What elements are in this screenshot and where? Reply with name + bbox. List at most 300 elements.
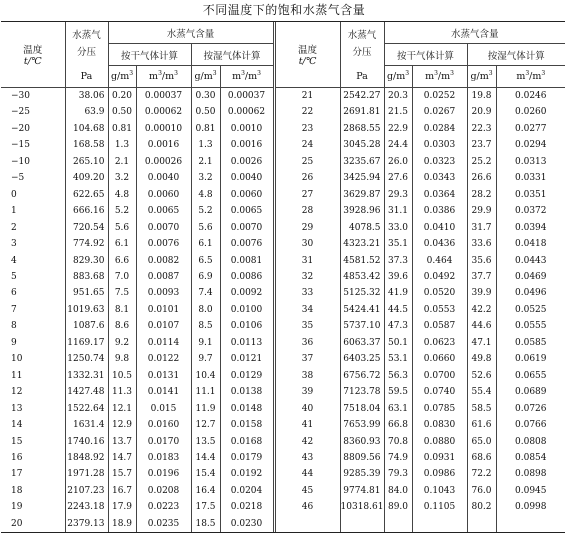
right-dry-m3m3-cell: 0.0410 (412, 220, 467, 236)
right-dry-m3m3-cell: 0.0436 (412, 236, 467, 252)
table-row (1, 220, 565, 236)
left-pressure-cell: 168.58 (65, 137, 108, 153)
right-temperature-cell: 23 (274, 121, 340, 137)
left-dry-m3m3-cell: 0.0016 (136, 137, 191, 153)
right-pressure-cell: 5424.41 (340, 302, 384, 318)
left-dry-m3m3-cell: 0.0101 (136, 302, 191, 318)
right-pressure-cell: 7518.04 (340, 401, 384, 417)
right-pressure-cell: 3045.28 (340, 137, 384, 153)
vapor-content-table (1, 22, 565, 532)
left-pressure-cell: 1332.31 (65, 368, 108, 384)
left-wet-m3m3-cell: 0.0100 (220, 302, 274, 318)
unit-gm3-dry: $g/m^3$ (108, 66, 136, 88)
right-wet-m3m3-cell: 0.0294 (496, 137, 565, 153)
table-row (1, 516, 565, 532)
left-dry-gm3-cell: 2.1 (108, 154, 136, 170)
right-dry-m3m3-cell: 0.0252 (412, 88, 467, 105)
left-temperature-cell: 7 (11, 304, 17, 315)
left-wet-gm3-cell: 6.1 (191, 236, 220, 252)
right-wet-m3m3-cell: 0.0418 (496, 236, 565, 252)
left-wet-m3m3-cell: 0.0113 (220, 335, 274, 351)
left-dry-m3m3-cell: 0.0093 (136, 285, 191, 301)
right-wet-gm3-cell: 26.6 (467, 170, 496, 186)
right-dry-m3m3-cell: 0.0520 (412, 285, 467, 301)
left-pressure-cell: 265.10 (65, 154, 108, 170)
right-dry-gm3-cell: 74.9 (384, 450, 412, 466)
right-dry-m3m3-cell: 0.0553 (412, 302, 467, 318)
left-wet-m3m3-cell: 0.0092 (220, 285, 274, 301)
left-dry-m3m3-cell: 0.0087 (136, 269, 191, 285)
table-row (1, 154, 565, 170)
left-dry-m3m3-cell: 0.0114 (136, 335, 191, 351)
right-wet-gm3-cell: 35.6 (467, 253, 496, 269)
left-dry-m3m3-cell: 0.00010 (136, 121, 191, 137)
table-row (1, 302, 565, 318)
left-dry-gm3-cell: 5.6 (108, 220, 136, 236)
left-pressure-cell: 1087.6 (65, 318, 108, 334)
left-dry-m3m3-cell: 0.0160 (136, 417, 191, 433)
left-temperature-cell: 3 (11, 239, 17, 250)
right-wet-gm3-cell: 33.6 (467, 236, 496, 252)
right-dry-gm3-cell: 53.1 (384, 351, 412, 367)
left-dry-m3m3-cell: 0.0223 (136, 499, 191, 515)
left-wet-m3m3-cell: 0.0065 (220, 203, 274, 219)
left-dry-gm3-cell: 9.2 (108, 335, 136, 351)
left-dry-gm3-cell: 12.1 (108, 401, 136, 417)
right-temperature-cell: 42 (274, 434, 340, 450)
left-dry-gm3-cell: 3.2 (108, 170, 136, 186)
right-wet-gm3-cell: 52.6 (467, 368, 496, 384)
left-dry-gm3-cell: 14.7 (108, 450, 136, 466)
table-body (1, 88, 565, 533)
header-temperature-unit-right: t/℃ (298, 56, 317, 67)
right-wet-gm3-cell: 23.7 (467, 137, 496, 153)
right-wet-m3m3-cell: 0.0469 (496, 269, 565, 285)
left-dry-m3m3-cell: 0.0065 (136, 203, 191, 219)
right-temperature-cell: 38 (274, 368, 340, 384)
left-dry-m3m3-cell: 0.00026 (136, 154, 191, 170)
right-dry-gm3-cell: 59.5 (384, 384, 412, 400)
table-row (1, 170, 565, 186)
right-wet-gm3-cell: 61.6 (467, 417, 496, 433)
left-wet-m3m3-cell: 0.0148 (220, 401, 274, 417)
left-temperature-cell: −20 (11, 123, 30, 134)
left-wet-m3m3-cell: 0.0129 (220, 368, 274, 384)
left-temperature-cell: 0 (11, 189, 17, 200)
right-dry-m3m3-cell: 0.0323 (412, 154, 467, 170)
right-wet-m3m3-cell: 0.0555 (496, 318, 565, 334)
left-dry-m3m3-cell: 0.00062 (136, 104, 191, 120)
left-pressure-cell: 2107.23 (65, 483, 108, 499)
right-pressure-cell: 7653.99 (340, 417, 384, 433)
left-dry-gm3-cell: 0.50 (108, 104, 136, 120)
right-wet-gm3-cell: 31.7 (467, 220, 496, 236)
right-dry-m3m3-cell: 0.0343 (412, 170, 467, 186)
right-dry-m3m3-cell: 0.0267 (412, 104, 467, 120)
left-pressure-cell: 720.54 (65, 220, 108, 236)
left-pressure-cell: 1740.16 (65, 434, 108, 450)
left-dry-m3m3-cell: 0.015 (136, 401, 191, 417)
right-dry-gm3-cell: 66.8 (384, 417, 412, 433)
left-pressure-cell: 409.20 (65, 170, 108, 186)
right-pressure-cell: 5125.32 (340, 285, 384, 301)
left-wet-m3m3-cell: 0.0060 (220, 187, 274, 203)
right-dry-gm3-cell: 47.3 (384, 318, 412, 334)
left-wet-gm3-cell: 6.9 (191, 269, 220, 285)
left-temperature-cell: 14 (11, 420, 23, 431)
right-dry-m3m3-cell: 0.0492 (412, 269, 467, 285)
right-wet-m3m3-cell: 0.0351 (496, 187, 565, 203)
left-pressure-cell: 2379.13 (65, 516, 108, 532)
right-wet-m3m3-cell: 0.0854 (496, 450, 565, 466)
right-pressure-cell: 9285.39 (340, 466, 384, 482)
right-pressure-cell: 6756.72 (340, 368, 384, 384)
vapor-table-frame (1, 21, 565, 533)
left-temperature-cell: 4 (11, 255, 17, 266)
right-wet-m3m3-cell: 0.0331 (496, 170, 565, 186)
left-wet-gm3-cell: 17.5 (191, 499, 220, 515)
right-pressure-cell: 6063.37 (340, 335, 384, 351)
right-dry-gm3-cell: 39.6 (384, 269, 412, 285)
right-pressure-cell: 6403.25 (340, 351, 384, 367)
right-pressure-cell: 4078.5 (340, 220, 384, 236)
header-pressure-right (340, 22, 384, 66)
right-dry-gm3-cell: 89.0 (384, 499, 412, 515)
right-temperature-cell: 26 (274, 170, 340, 186)
right-wet-gm3-cell (467, 516, 496, 532)
right-wet-m3m3-cell: 0.0260 (496, 104, 565, 120)
table-row (1, 434, 565, 450)
right-wet-gm3-cell: 39.9 (467, 285, 496, 301)
left-dry-gm3-cell: 16.7 (108, 483, 136, 499)
left-wet-m3m3-cell: 0.00037 (220, 88, 274, 105)
right-dry-gm3-cell: 20.3 (384, 88, 412, 105)
left-temperature-cell: 1 (11, 206, 17, 217)
right-dry-m3m3-cell: 0.0623 (412, 335, 467, 351)
left-temperature-cell: 10 (11, 354, 23, 365)
header-content-right: 水蒸气含量 (384, 22, 565, 44)
header-pressure-label: 水蒸气 (72, 29, 101, 41)
right-temperature-cell: 22 (274, 104, 340, 120)
left-wet-gm3-cell: 11.1 (191, 384, 220, 400)
left-pressure-cell: 38.06 (65, 88, 108, 105)
table-row (1, 187, 565, 203)
right-temperature-cell: 35 (274, 318, 340, 334)
left-dry-m3m3-cell: 0.0170 (136, 434, 191, 450)
right-dry-m3m3-cell: 0.0660 (412, 351, 467, 367)
left-wet-m3m3-cell: 0.0192 (220, 466, 274, 482)
right-temperature-cell: 31 (274, 253, 340, 269)
right-wet-m3m3-cell: 0.0726 (496, 401, 565, 417)
right-temperature-cell: 44 (274, 466, 340, 482)
right-wet-m3m3-cell: 0.0689 (496, 384, 565, 400)
right-wet-m3m3-cell: 0.0766 (496, 417, 565, 433)
right-dry-gm3-cell: 33.0 (384, 220, 412, 236)
left-temperature-cell: 5 (11, 271, 17, 282)
right-dry-m3m3-cell: 0.0830 (412, 417, 467, 433)
left-dry-gm3-cell: 13.7 (108, 434, 136, 450)
right-dry-gm3-cell: 41.9 (384, 285, 412, 301)
right-temperature-cell: 29 (274, 220, 340, 236)
right-wet-gm3-cell: 65.0 (467, 434, 496, 450)
left-pressure-cell: 883.68 (65, 269, 108, 285)
left-wet-m3m3-cell: 0.0081 (220, 253, 274, 269)
table-row (1, 466, 565, 482)
unit-m3m3-wet-right: $m^3/m^3$ (496, 66, 565, 88)
table-row (1, 318, 565, 334)
left-dry-gm3-cell: 6.6 (108, 253, 136, 269)
header-wet-basis: 按湿气体计算 (191, 44, 274, 66)
left-temperature-cell: 2 (11, 222, 17, 233)
left-temperature-cell: −15 (11, 140, 30, 151)
table-row (1, 269, 565, 285)
unit-m3m3-wet: $m^3/m^3$ (220, 66, 274, 88)
right-temperature-cell: 45 (274, 483, 340, 499)
right-temperature-cell: 39 (274, 384, 340, 400)
right-pressure-cell: 10318.61 (340, 499, 384, 515)
right-wet-gm3-cell: 72.2 (467, 466, 496, 482)
left-wet-gm3-cell: 11.9 (191, 401, 220, 417)
left-dry-m3m3-cell: 0.00037 (136, 88, 191, 105)
left-wet-gm3-cell: 6.5 (191, 253, 220, 269)
left-wet-gm3-cell: 4.8 (191, 187, 220, 203)
right-temperature-cell: 43 (274, 450, 340, 466)
left-wet-m3m3-cell: 0.0230 (220, 516, 274, 532)
left-wet-m3m3-cell: 0.0076 (220, 236, 274, 252)
header-temperature (1, 22, 65, 88)
right-pressure-cell: 3928.96 (340, 203, 384, 219)
left-pressure-cell: 829.30 (65, 253, 108, 269)
right-pressure-cell: 7123.78 (340, 384, 384, 400)
header-pressure-label-2: 分压 (76, 46, 96, 58)
right-dry-gm3-cell: 29.3 (384, 187, 412, 203)
right-dry-m3m3-cell: 0.0587 (412, 318, 467, 334)
left-temperature-cell: 12 (11, 387, 23, 398)
table-row (1, 285, 565, 301)
left-pressure-cell: 1169.17 (65, 335, 108, 351)
right-pressure-cell: 2691.81 (340, 104, 384, 120)
table-title: 不同温度下的饱和水蒸气含量 (202, 3, 366, 17)
left-temperature-cell: 11 (11, 370, 23, 381)
left-wet-m3m3-cell: 0.0106 (220, 318, 274, 334)
right-wet-m3m3-cell: 0.0372 (496, 203, 565, 219)
right-wet-gm3-cell: 58.5 (467, 401, 496, 417)
right-temperature-cell: 34 (274, 302, 340, 318)
left-temperature-cell: −5 (11, 173, 25, 184)
right-wet-m3m3-cell: 0.0619 (496, 351, 565, 367)
right-pressure-cell: 4853.42 (340, 269, 384, 285)
left-wet-m3m3-cell: 0.0158 (220, 417, 274, 433)
right-temperature-cell: 27 (274, 187, 340, 203)
right-wet-gm3-cell: 19.8 (467, 88, 496, 105)
left-wet-gm3-cell: 5.6 (191, 220, 220, 236)
left-dry-gm3-cell: 8.6 (108, 318, 136, 334)
left-dry-gm3-cell: 4.8 (108, 187, 136, 203)
table-row (1, 137, 565, 153)
right-dry-gm3-cell: 50.1 (384, 335, 412, 351)
right-dry-m3m3-cell: 0.0986 (412, 466, 467, 482)
table-header (1, 22, 565, 88)
right-wet-gm3-cell: 68.6 (467, 450, 496, 466)
right-temperature-cell: 40 (274, 401, 340, 417)
left-temperature-cell: 13 (11, 403, 23, 414)
left-temperature-cell: 20 (11, 518, 23, 529)
right-wet-gm3-cell: 80.2 (467, 499, 496, 515)
right-dry-m3m3-cell: 0.0880 (412, 434, 467, 450)
right-dry-gm3-cell: 84.0 (384, 483, 412, 499)
right-dry-m3m3-cell: 0.0785 (412, 401, 467, 417)
left-wet-gm3-cell: 2.1 (191, 154, 220, 170)
left-wet-gm3-cell: 1.3 (191, 137, 220, 153)
left-temperature-cell: 17 (11, 469, 23, 480)
right-dry-gm3-cell: 26.0 (384, 154, 412, 170)
right-pressure-cell: 3425.94 (340, 170, 384, 186)
left-dry-gm3-cell: 7.5 (108, 285, 136, 301)
table-row (1, 384, 565, 400)
left-dry-gm3-cell: 9.8 (108, 351, 136, 367)
right-wet-gm3-cell: 22.3 (467, 121, 496, 137)
left-dry-gm3-cell: 0.81 (108, 121, 136, 137)
left-wet-gm3-cell: 7.4 (191, 285, 220, 301)
right-pressure-cell: 4323.21 (340, 236, 384, 252)
right-temperature-cell: 41 (274, 417, 340, 433)
right-dry-m3m3-cell: 0.1105 (412, 499, 467, 515)
left-wet-m3m3-cell: 0.0070 (220, 220, 274, 236)
right-wet-m3m3-cell: 0.0394 (496, 220, 565, 236)
right-temperature-cell: 37 (274, 351, 340, 367)
left-temperature-cell: 9 (11, 337, 17, 348)
right-wet-gm3-cell: 44.6 (467, 318, 496, 334)
table-row (1, 253, 565, 269)
header-dry-basis: 按干气体计算 (108, 44, 191, 66)
left-wet-gm3-cell: 3.2 (191, 170, 220, 186)
left-wet-gm3-cell: 0.50 (191, 104, 220, 120)
left-temperature-cell: 16 (11, 452, 23, 463)
right-dry-m3m3-cell: 0.0931 (412, 450, 467, 466)
right-temperature-cell: 32 (274, 269, 340, 285)
left-pressure-cell: 1522.64 (65, 401, 108, 417)
header-pressure (65, 22, 108, 66)
right-wet-gm3-cell: 25.2 (467, 154, 496, 170)
right-dry-gm3-cell: 27.6 (384, 170, 412, 186)
right-dry-gm3-cell: 31.1 (384, 203, 412, 219)
left-dry-m3m3-cell: 0.0122 (136, 351, 191, 367)
right-pressure-cell: 3235.67 (340, 154, 384, 170)
right-wet-m3m3-cell: 0.0585 (496, 335, 565, 351)
left-temperature-cell: −10 (11, 156, 30, 167)
right-pressure-cell: 2868.55 (340, 121, 384, 137)
right-dry-gm3-cell: 44.5 (384, 302, 412, 318)
right-wet-m3m3-cell: 0.0998 (496, 499, 565, 515)
right-dry-m3m3-cell: 0.0700 (412, 368, 467, 384)
left-wet-m3m3-cell: 0.0138 (220, 384, 274, 400)
left-wet-gm3-cell: 9.7 (191, 351, 220, 367)
left-temperature-cell: 18 (11, 485, 23, 496)
right-dry-gm3-cell: 21.5 (384, 104, 412, 120)
right-pressure-cell: 3629.87 (340, 187, 384, 203)
table-row (1, 401, 565, 417)
left-pressure-cell: 104.68 (65, 121, 108, 137)
table-row (1, 368, 565, 384)
right-wet-m3m3-cell: 0.0655 (496, 368, 565, 384)
header-temperature-right (274, 22, 340, 88)
left-wet-m3m3-cell: 0.0204 (220, 483, 274, 499)
left-temperature-cell: 6 (11, 288, 17, 299)
left-dry-m3m3-cell: 0.0141 (136, 384, 191, 400)
left-wet-m3m3-cell: 0.00062 (220, 104, 274, 120)
right-wet-gm3-cell: 20.9 (467, 104, 496, 120)
left-pressure-cell: 1427.48 (65, 384, 108, 400)
right-dry-m3m3-cell: 0.0740 (412, 384, 467, 400)
right-wet-m3m3-cell: 0.0808 (496, 434, 565, 450)
unit-gm3-wet-right: $g/m^3$ (467, 66, 496, 88)
unit-gm3-wet: $g/m^3$ (191, 66, 220, 88)
left-pressure-cell: 666.16 (65, 203, 108, 219)
right-pressure-cell: 2542.27 (340, 88, 384, 105)
table-row (1, 88, 565, 105)
right-pressure-cell: 9774.81 (340, 483, 384, 499)
header-wet-basis-right: 按湿气体计算 (467, 44, 565, 66)
table-row (1, 121, 565, 137)
left-wet-gm3-cell: 8.5 (191, 318, 220, 334)
right-temperature-cell: 28 (274, 203, 340, 219)
right-temperature-cell: 30 (274, 236, 340, 252)
left-dry-gm3-cell: 15.7 (108, 466, 136, 482)
table-row (1, 236, 565, 252)
right-dry-gm3-cell (384, 516, 412, 532)
left-wet-gm3-cell: 12.7 (191, 417, 220, 433)
left-pressure-cell: 63.9 (65, 104, 108, 120)
left-wet-m3m3-cell: 0.0121 (220, 351, 274, 367)
right-dry-m3m3-cell: 0.0284 (412, 121, 467, 137)
right-wet-m3m3-cell: 0.0313 (496, 154, 565, 170)
left-wet-gm3-cell: 8.0 (191, 302, 220, 318)
right-temperature-cell (274, 516, 340, 532)
right-temperature-cell: 36 (274, 335, 340, 351)
left-temperature-cell: −25 (11, 107, 30, 118)
right-wet-m3m3-cell: 0.0246 (496, 88, 565, 105)
right-wet-m3m3-cell: 0.0898 (496, 466, 565, 482)
left-wet-gm3-cell: 13.5 (191, 434, 220, 450)
left-wet-gm3-cell: 18.5 (191, 516, 220, 532)
left-wet-m3m3-cell: 0.0168 (220, 434, 274, 450)
left-dry-gm3-cell: 6.1 (108, 236, 136, 252)
unit-pa-right: Pa (340, 66, 384, 88)
right-dry-gm3-cell: 70.8 (384, 434, 412, 450)
left-temperature-cell: 15 (11, 436, 23, 447)
left-pressure-cell: 1971.28 (65, 466, 108, 482)
left-pressure-cell: 2243.18 (65, 499, 108, 515)
left-dry-gm3-cell: 10.5 (108, 368, 136, 384)
left-dry-gm3-cell: 12.9 (108, 417, 136, 433)
right-pressure-cell: 5737.10 (340, 318, 384, 334)
left-dry-gm3-cell: 7.0 (108, 269, 136, 285)
left-dry-gm3-cell: 5.2 (108, 203, 136, 219)
left-pressure-cell: 1848.92 (65, 450, 108, 466)
unit-m3m3-dry: $m^3/m^3$ (136, 66, 191, 88)
table-row (1, 351, 565, 367)
left-dry-m3m3-cell: 0.0235 (136, 516, 191, 532)
right-wet-m3m3-cell: 0.0277 (496, 121, 565, 137)
left-wet-m3m3-cell: 0.0218 (220, 499, 274, 515)
table-row (1, 499, 565, 515)
header-pressure-label-2-right: 分压 (352, 46, 372, 58)
left-wet-gm3-cell: 15.4 (191, 466, 220, 482)
unit-gm3-dry-right: $g/m^3$ (384, 66, 412, 88)
unit-m3m3-dry-right: $m^3/m^3$ (412, 66, 467, 88)
right-wet-m3m3-cell (496, 516, 565, 532)
unit-pa: Pa (65, 66, 108, 88)
